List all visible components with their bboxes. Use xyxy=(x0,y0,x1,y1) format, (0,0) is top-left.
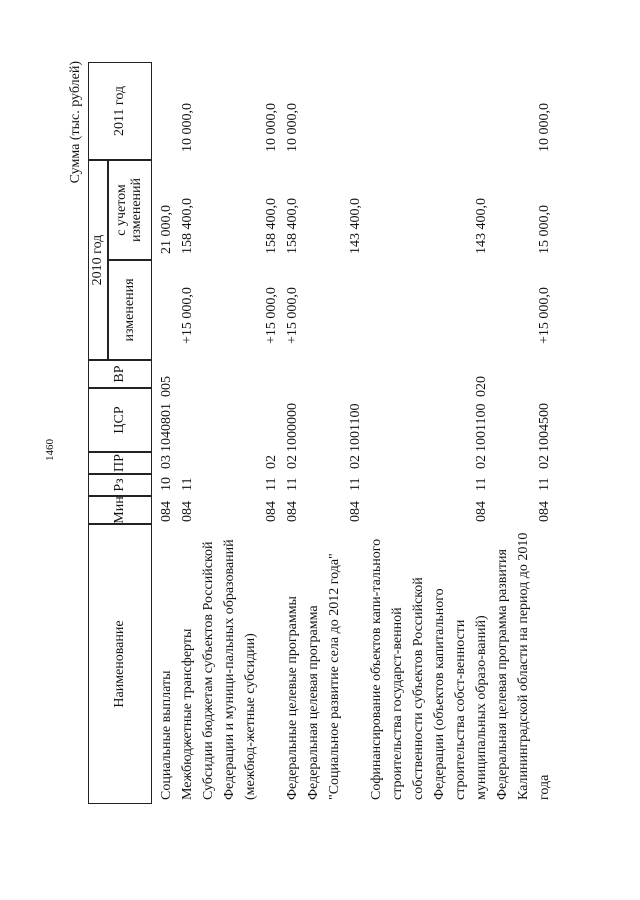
row-rz: 11 xyxy=(474,477,489,491)
row-name: Межбюджетные трансферты xyxy=(180,628,195,800)
header-vr: ВР xyxy=(88,360,152,388)
units-caption: Сумма (тыс. рублей) xyxy=(68,61,83,184)
row-changes: +15 000,0 xyxy=(285,287,300,344)
header-with-changes: с учетом изменений xyxy=(108,160,152,260)
row-rz: 11 xyxy=(264,477,279,491)
row-2010: 143 400,0 xyxy=(348,198,363,254)
row-2010: 158 400,0 xyxy=(180,198,195,254)
row-rz: 11 xyxy=(285,477,300,491)
row-2011: 10 000,0 xyxy=(285,103,300,152)
row-2010: 15 000,0 xyxy=(537,205,552,254)
row-csr: 1001100 xyxy=(474,403,489,452)
row-pr: 02 xyxy=(537,455,552,469)
row-2010: 143 400,0 xyxy=(474,198,489,254)
row-pr: 03 xyxy=(159,455,174,469)
row-min: 084 xyxy=(180,501,195,522)
row-min: 084 xyxy=(159,501,174,522)
header-min: Мин xyxy=(88,496,152,524)
header-rz: Рз xyxy=(88,474,152,496)
header-changes: изменения xyxy=(108,260,152,360)
row-2011: 10 000,0 xyxy=(264,103,279,152)
row-changes: +15 000,0 xyxy=(180,287,195,344)
header-name: Наименование xyxy=(88,524,152,804)
row-changes: +15 000,0 xyxy=(264,287,279,344)
row-rz: 11 xyxy=(180,477,195,491)
row-csr: 1000000 xyxy=(285,403,300,452)
row-2010: 158 400,0 xyxy=(285,198,300,254)
row-2011: 10 000,0 xyxy=(537,103,552,152)
row-min: 084 xyxy=(285,501,300,522)
row-name: Федеральная целевая программа "Социальное развитие села до 2012 года" xyxy=(306,553,342,800)
row-2011: 10 000,0 xyxy=(180,103,195,152)
row-vr: 020 xyxy=(474,376,489,397)
page-number: 1460 xyxy=(44,439,56,461)
header-pr: ПР xyxy=(88,452,152,474)
header-year-2011: 2011 год xyxy=(88,62,152,160)
row-name: Субсидии бюджетам субъектов Российской Федерации и муници-пальных образований (межбюд-жетные субсидии) xyxy=(201,539,258,800)
row-min: 084 xyxy=(474,501,489,522)
row-pr: 02 xyxy=(348,455,363,469)
row-csr: 1004500 xyxy=(537,403,552,452)
header-year-2010: 2010 год xyxy=(88,160,108,360)
row-min: 084 xyxy=(348,501,363,522)
row-2010: 21 000,0 xyxy=(159,205,174,254)
row-name: Федеральная целевая программа развития Калининградской области на период до 2010 года xyxy=(495,532,552,800)
row-2010: 158 400,0 xyxy=(264,198,279,254)
row-rz: 10 xyxy=(159,477,174,491)
header-csr: ЦСР xyxy=(88,388,152,452)
row-pr: 02 xyxy=(474,455,489,469)
row-csr: 1040801 xyxy=(159,403,174,452)
row-rz: 11 xyxy=(348,477,363,491)
row-name: Социальные выплаты xyxy=(159,670,174,800)
row-name: Федеральные целевые программы xyxy=(285,596,300,800)
row-name: Софинансирование объектов капи-тального строительства государст-венной собственности субъектов Российской Федерации (объектов капитального строительства собст-венности муниципальных образо-ваний) xyxy=(369,538,489,800)
row-min: 084 xyxy=(537,501,552,522)
row-vr: 005 xyxy=(159,376,174,397)
row-changes: +15 000,0 xyxy=(537,287,552,344)
row-pr: 02 xyxy=(264,455,279,469)
row-csr: 1001100 xyxy=(348,403,363,452)
row-rz: 11 xyxy=(537,477,552,491)
row-min: 084 xyxy=(264,501,279,522)
row-pr: 02 xyxy=(285,455,300,469)
